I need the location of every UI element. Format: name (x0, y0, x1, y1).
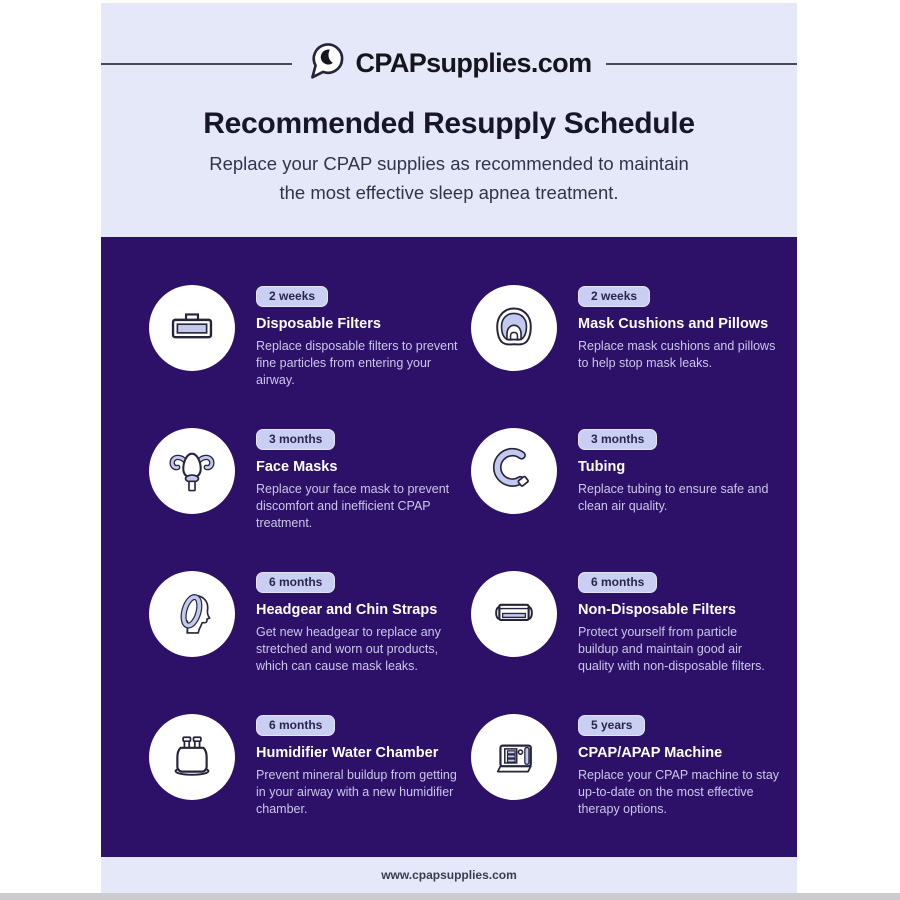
list-item (149, 285, 471, 428)
item-title: Mask Cushions and Pillows (578, 316, 769, 332)
item-title: Tubing (578, 459, 626, 475)
tubing-icon (471, 428, 557, 514)
list-item (149, 571, 471, 714)
item-text (256, 571, 458, 675)
infographic-page (101, 3, 797, 893)
item-description: Replace mask cushions and pillows to help stop mask leaks. (578, 339, 776, 370)
header (101, 3, 797, 237)
disposable-filter-icon (149, 285, 235, 371)
item-text (256, 714, 458, 818)
item-title: Non-Disposable Filters (578, 602, 736, 618)
humidifier-chamber-icon (149, 714, 235, 800)
footer (101, 857, 797, 893)
list-item (471, 714, 797, 857)
subtitle-line-2: the most effective sleep apnea treatment. (279, 181, 619, 203)
item-title: Humidifier Water Chamber (256, 745, 439, 761)
logo-row (101, 41, 797, 86)
list-item (471, 428, 797, 571)
list-item (471, 285, 797, 428)
item-description: Prevent mineral buildup from getting in your airway with a new humidifier chamber. (256, 768, 457, 816)
interval-badge: 5 years (578, 715, 645, 736)
item-description: Protect yourself from particle buildup and maintain good air quality with non-disposable filters. (578, 625, 765, 673)
non-disposable-filter-icon (471, 571, 557, 657)
page-subtitle (101, 150, 797, 207)
item-description: Get new headgear to replace any stretched and worn out products, which can cause mask leaks. (256, 625, 441, 673)
item-title: Headgear and Chin Straps (256, 602, 438, 618)
cpap-machine-icon (471, 714, 557, 800)
moon-bubble-icon (307, 41, 347, 86)
item-description: Replace disposable filters to prevent fine particles from entering your airway. (256, 339, 458, 387)
left-divider-line (101, 63, 292, 65)
interval-badge: 2 weeks (578, 286, 650, 307)
interval-badge: 3 months (256, 429, 335, 450)
right-divider-line (606, 63, 797, 65)
mask-cushion-icon (471, 285, 557, 371)
page-edge-bar (0, 893, 900, 900)
item-text (578, 428, 780, 515)
item-title: Disposable Filters (256, 316, 381, 332)
item-description: Replace your CPAP machine to stay up-to-date on the most effective therapy options. (578, 768, 780, 816)
item-description: Replace tubing to ensure safe and clean air quality. (578, 482, 769, 513)
headgear-chin-strap-icon (149, 571, 235, 657)
item-description: Replace your face mask to prevent discomfort and inefficient CPAP treatment. (256, 482, 450, 530)
interval-badge: 2 weeks (256, 286, 328, 307)
list-item (471, 571, 797, 714)
page-title: Recommended Resupply Schedule (203, 107, 695, 140)
item-text (578, 571, 780, 675)
interval-badge: 6 months (256, 572, 335, 593)
item-text (578, 285, 780, 372)
item-text (578, 714, 780, 818)
interval-badge: 3 months (578, 429, 657, 450)
item-text (256, 428, 458, 532)
list-item (149, 714, 471, 857)
face-mask-icon (149, 428, 235, 514)
interval-badge: 6 months (578, 572, 657, 593)
interval-badge: 6 months (256, 715, 335, 736)
brand-logo (307, 41, 592, 86)
item-title: Face Masks (256, 459, 338, 475)
footer-url: www.cpapsupplies.com (381, 868, 517, 882)
subtitle-line-1: Replace your CPAP supplies as recommended to maintain (209, 153, 689, 174)
brand-name: CPAPsupplies.com (355, 48, 592, 78)
list-item (149, 428, 471, 571)
item-title: CPAP/APAP Machine (578, 745, 723, 761)
schedule-panel (101, 237, 797, 857)
item-text (256, 285, 458, 389)
